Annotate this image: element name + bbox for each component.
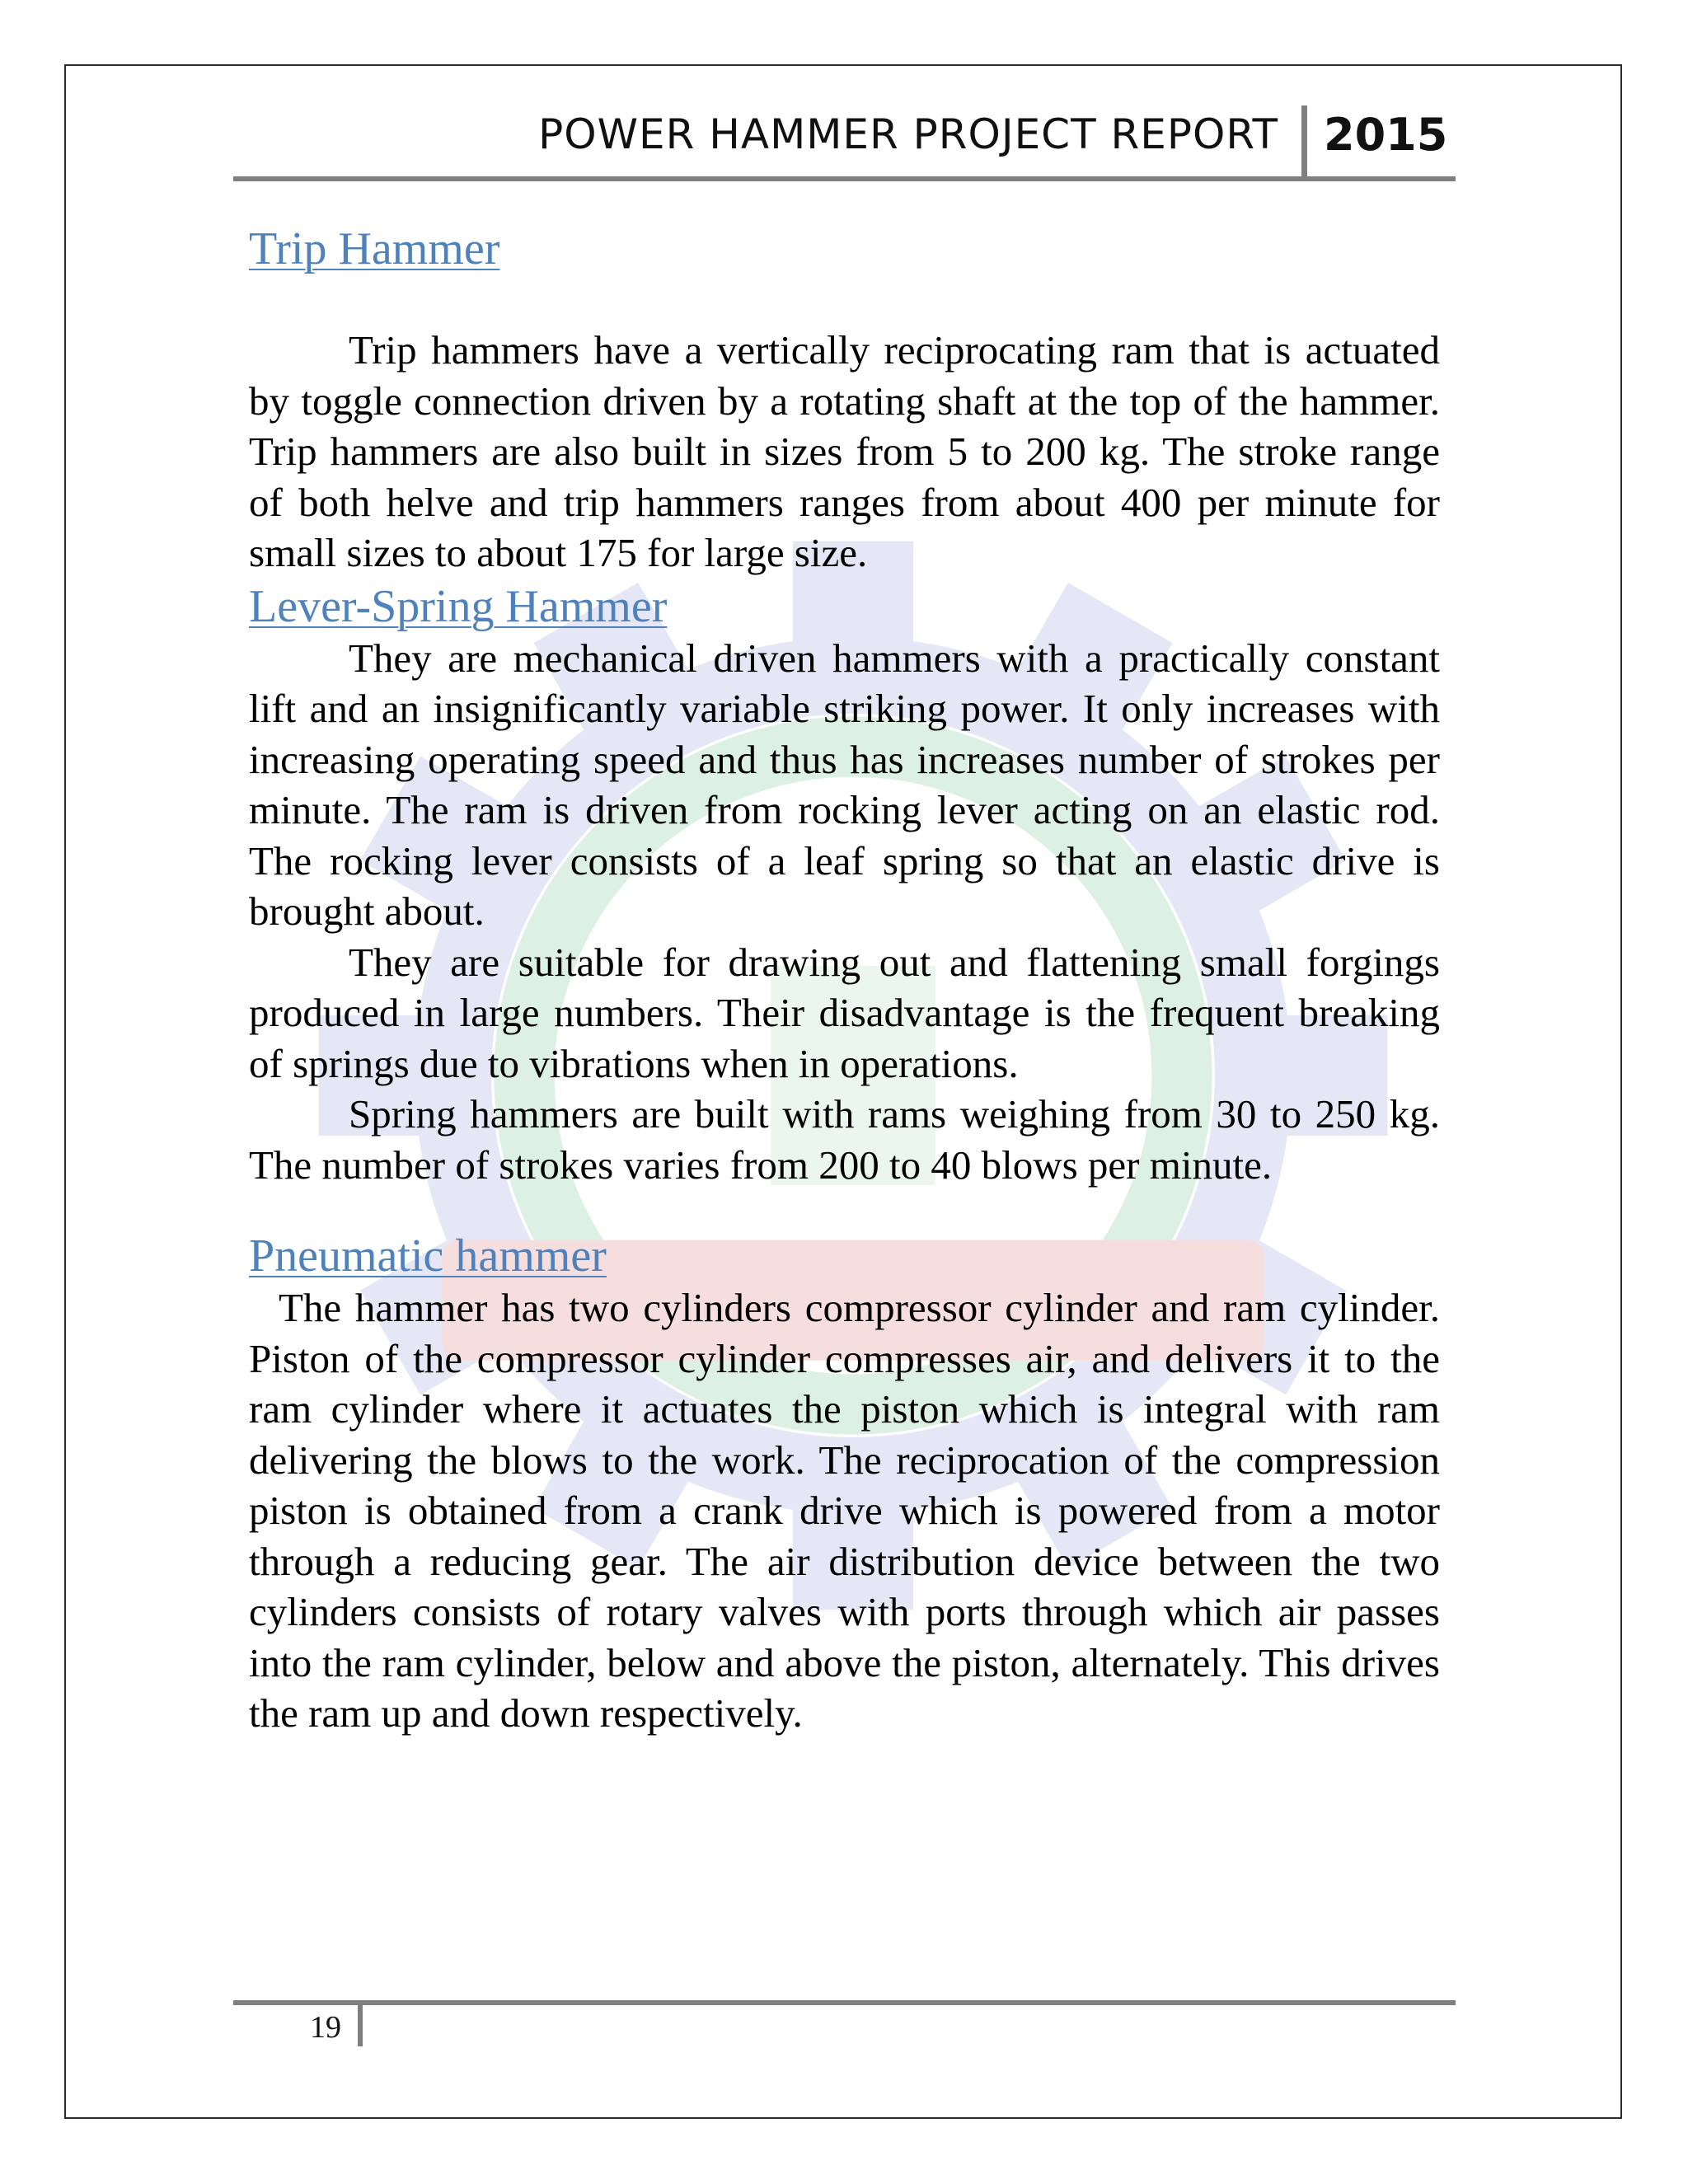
header-rule <box>233 176 1456 181</box>
paragraph-pneumatic-hammer: The hammer has two cylinders compressor cylinder and ram cylinder. Piston of the compressor cylinder compresses air, and delivers it to the ram cylinder where it actuates the piston which is integral with ram delivering the blows to the work. The reciprocation of the compression piston is obtained from a crank drive which is powered from a motor through a reducing gear. The air distribution device between the two cylinders consists of rotary valves with ports through which air passes into the ram cylinder, below and above the piston, alternately. This drives the ram up and down respectively. <box>249 1285 1440 1736</box>
report-title: POWER HAMMER PROJECT REPORT <box>538 110 1278 158</box>
page-number: 19 <box>310 2010 341 2045</box>
spacer <box>249 1190 1440 1230</box>
page-header <box>233 105 1456 180</box>
paragraph-lever-spring-1: They are mechanical driven hammers with a practically constant lift and an insignificantly variable striking power. It only increases with increasing operating speed and thus has increases number of strokes per minute. The ram is driven from rocking lever acting on an elastic rod. The rocking lever consists of a leaf spring so that an elastic drive is brought about. <box>249 635 1440 934</box>
heading-trip-hammer: Trip Hammer <box>249 223 500 274</box>
heading-pneumatic-hammer: Pneumatic hammer <box>249 1230 607 1282</box>
footer-rule <box>233 2000 1456 2005</box>
page-content <box>249 223 1440 1739</box>
heading-lever-spring-hammer: Lever-Spring Hammer <box>249 580 668 632</box>
paragraph-trip-hammer: Trip hammers have a vertically reciprocating ram that is actuated by toggle connection driven by a rotating shaft at the top of the hammer. Trip hammers are also built in sizes from 5 to 200 kg. The stroke range of both helve and trip hammers ranges from about 400 per minute for small sizes to about 175 for large size. <box>249 327 1440 575</box>
paragraph-lever-spring-3: Spring hammers are built with rams weighing from 30 to 250 kg. The number of strokes varies from 200 to 40 blows per minute. <box>249 1091 1440 1188</box>
paragraph-lever-spring-2: They are suitable for drawing out and flattening small forgings produced in large numbers. Their disadvantage is the frequent breaking of springs due to vibrations when in operations. <box>249 939 1440 1086</box>
spacer <box>249 275 1440 325</box>
header-divider <box>1301 105 1307 178</box>
footer-divider <box>358 2005 363 2046</box>
report-year: 2015 <box>1324 109 1448 161</box>
